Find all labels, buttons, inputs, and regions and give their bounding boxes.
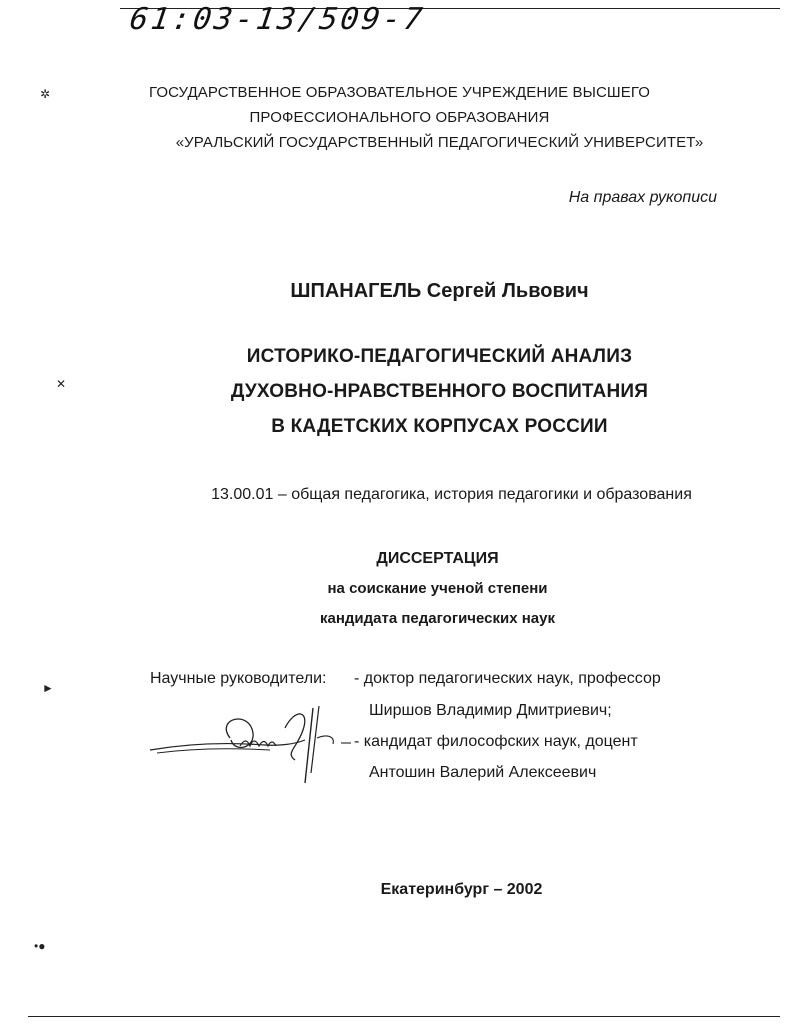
degree-line-1: на соискание ученой степени — [327, 580, 548, 597]
title-line-2: ДУХОВНО-НРАВСТВЕННОГО ВОСПИТАНИЯ — [230, 381, 649, 402]
title-line-1: ИСТОРИКО-ПЕДАГОГИЧЕСКИЙ АНАЛИЗ — [246, 346, 633, 367]
thesis-type: ДИССЕРТАЦИЯ — [376, 550, 499, 567]
city-year: Екатеринбург – 2002 — [380, 881, 543, 898]
scan-speck: ✲ — [40, 87, 51, 101]
handwritten-signature — [145, 698, 360, 788]
title-line-3: В КАДЕТСКИХ КОРПУСАХ РОССИИ — [271, 416, 608, 437]
supervisor-2-title: - кандидат философских наук, доцент — [354, 733, 638, 750]
institution-line-3: «УРАЛЬСКИЙ ГОСУДАРСТВЕННЫЙ ПЕДАГОГИЧЕСКИЙ УНИВЕРСИТЕТ» — [175, 134, 704, 151]
institution-line-2: ПРОФЕССИОНАЛЬНОГО ОБРАЗОВАНИЯ — [249, 109, 550, 126]
catalog-number: 61:03-13/509-7 — [127, 2, 428, 37]
degree-line-2: кандидата педагогических наук — [319, 610, 555, 627]
scan-speck: ► — [42, 681, 54, 695]
scan-speck: ✕ — [56, 377, 67, 391]
supervisor-2-name: Антошин Валерий Алексеевич — [369, 764, 597, 781]
scan-speck: •● — [34, 939, 46, 953]
author-name: ШПАНАГЕЛЬ Сергей Львович — [290, 280, 589, 302]
supervisors-label: Научные руководители: — [150, 670, 327, 687]
supervisor-1-title: - доктор педагогических наук, профессор — [354, 670, 661, 687]
supervisor-1-name: Ширшов Владимир Дмитриевич; — [369, 702, 612, 719]
rights-note: На правах рукописи — [568, 189, 717, 206]
institution-line-1: ГОСУДАРСТВЕННОЕ ОБРАЗОВАТЕЛЬНОЕ УЧРЕЖДЕНИЕ ВЫСШЕГО — [148, 84, 651, 101]
specialty-code: 13.00.01 – общая педагогика, история педагогики и образования — [211, 486, 692, 503]
bottom-rule — [28, 1016, 780, 1017]
